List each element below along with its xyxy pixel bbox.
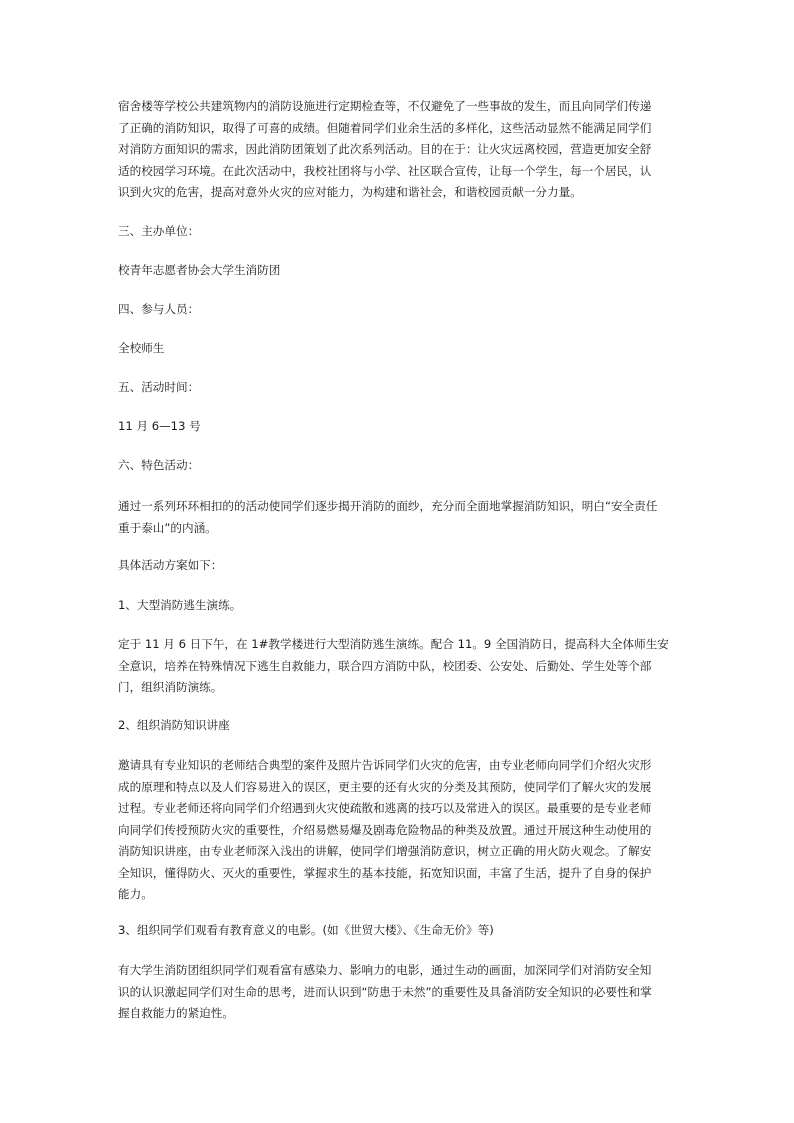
section-heading-participants (118, 299, 678, 321)
item-3-paragraph (118, 960, 678, 1025)
intro-paragraph (118, 96, 678, 204)
text-line: 识的认识激起同学们对生命的思考，进而认识到“防患于未然”的重要性及具备消防安全知识的必要性和掌 (118, 984, 652, 999)
section-heading-activities (118, 455, 678, 477)
heading-line: 六、特色活动： (118, 458, 200, 472)
text-line: 握自救能力的紧迫性。 (118, 1006, 234, 1020)
item-1-heading (118, 595, 678, 617)
organizer-paragraph (118, 260, 678, 282)
heading-line: 三、主办单位： (118, 224, 200, 238)
text-line: 向同学们传授预防火灾的重要性，介绍易燃易爆及剧毒危险物品的种类及放置。通过开展这种生动使用的 (118, 822, 652, 837)
text-line: 全意识，培养在特殊情况下逃生自救能力，联合四方消防中队，校团委、公安处、后勤处、学生处等个部 (118, 658, 652, 673)
plan-heading (118, 555, 678, 577)
item-3-heading (118, 920, 678, 942)
heading-line: 1、大型消防逃生演练。 (118, 598, 242, 612)
text-line: 定于 11 月 6 日下午，在 1#教学楼进行大型消防逃生演练。配合 11。9 全国消防日，提高科大全体师生安 (118, 637, 669, 651)
text-line: 门，组织消防演练。 (118, 680, 223, 694)
text-line: 消防知识讲座，由专业老师深入浅出的讲解，使同学们增强消防意识，树立正确的用火防火观念。了解安 (118, 844, 652, 858)
text-line: 校青年志愿者协会大学生消防团 (118, 263, 281, 277)
text-line: 11 月 6—13 号 (118, 419, 201, 433)
item-1-paragraph (118, 634, 678, 699)
text-line: 有大学生消防团组织同学们观看富有感染力、影响力的电影，通过生动的画面，加深同学们对消防安全知 (118, 963, 652, 977)
activities-intro-paragraph (118, 496, 678, 539)
text-line: 邀请具有专业知识的老师结合典型的案件及照片告诉同学们火灾的危害，由专业老师向同学们介绍火灾形 (118, 758, 652, 772)
text-line: 成的原理和特点以及人们容易进入的误区，更主要的还有火灾的分类及其预防，使同学们了解火灾的发展 (118, 779, 652, 794)
text-line: 识到火灾的危害，提高对意外火灾的应对能力，为构建和谐社会，和谐校园贡献一分力量。 (118, 185, 582, 199)
item-2-heading (118, 715, 678, 737)
text-line: 适的校园学习环境。在此次活动中，我校社团将与小学、社区联合宣传，让每一个学生，每一个居民，认 (118, 163, 652, 178)
text-line: 重于泰山”的内涵。 (118, 520, 217, 535)
time-paragraph (118, 416, 678, 438)
item-2-paragraph (118, 755, 678, 906)
heading-line: 五、活动时间： (118, 380, 200, 394)
heading-line: 2、组织消防知识讲座 (118, 718, 230, 732)
heading-line: 3、组织同学们观看有教育意义的电影。(如《世贸大楼》、《生命无价》等) (118, 923, 494, 937)
heading-line: 四、参与人员： (118, 302, 200, 316)
text-line: 具体活动方案如下： (118, 558, 223, 572)
text-line: 能力。 (118, 887, 153, 901)
text-line: 了正确的消防知识，取得了可喜的成绩。但随着同学们业余生活的多样化，这些活动显然不能满足同学们 (118, 120, 652, 135)
text-line: 过程。专业老师还将向同学们介绍遇到火灾使疏散和逃离的技巧以及常进入的误区。最重要的是专业老师 (118, 801, 652, 815)
participants-paragraph (118, 338, 678, 360)
section-heading-time (118, 377, 678, 399)
text-line: 对消防方面知识的需求，因此消防团策划了此次系列活动。目的在于：让火灾远离校园，营造更加安全舒 (118, 142, 652, 156)
text-line: 通过一系列环环相扣的的活动使同学们逐步揭开消防的面纱，充分而全面地掌握消防知识，明白“安全责任 (118, 499, 658, 513)
text-line: 宿舍楼等学校公共建筑物内的消防设施进行定期检查等，不仅避免了一些事故的发生，而且向同学们传递 (118, 99, 652, 113)
section-heading-organizer (118, 221, 678, 243)
text-line: 全校师生 (118, 341, 165, 355)
text-line: 全知识，懂得防火、灭火的重要性，掌握求生的基本技能，拓宽知识面，丰富了生活，提升了自身的保护 (118, 865, 652, 880)
